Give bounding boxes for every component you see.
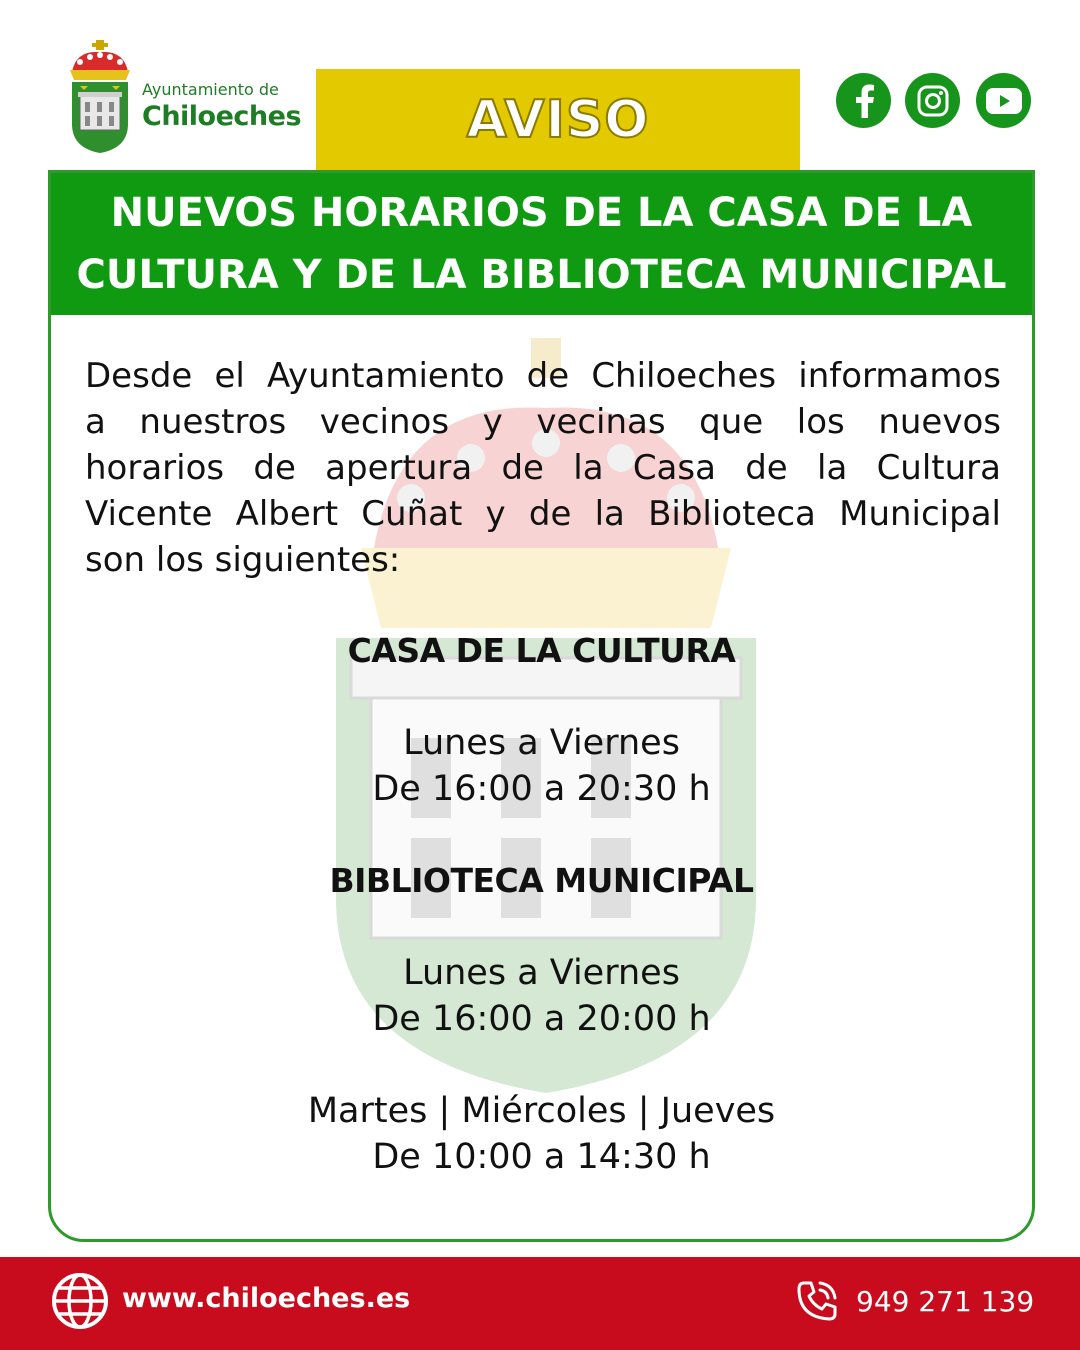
casa-cultura-hours: De 16:00 a 20:30 h [372,769,711,809]
notice-title-line-2: CULTURA Y DE LA BIBLIOTECA MUNICIPAL [76,252,1007,298]
aviso-badge [316,69,800,171]
globe-icon [50,1271,110,1331]
municipal-logo [66,40,306,155]
coat-of-arms-icon [66,40,134,155]
aviso-label: AVISO [466,90,650,150]
org-name-prefix: Ayuntamiento de [142,80,279,99]
footer-bar [0,1257,1080,1350]
youtube-button[interactable] [976,73,1031,128]
intro-line: horarios de apertura de la Casa de la Cultura [85,448,1001,488]
casa-cultura-days: Lunes a Viernes [403,723,680,763]
notice-card [48,170,1035,1242]
instagram-icon [917,85,949,117]
notice-title-bar [51,173,1032,315]
casa-cultura-title: CASA DE LA CULTURA [347,631,736,670]
instagram-button[interactable] [905,73,960,128]
phone-number[interactable]: 949 271 139 [856,1285,1035,1318]
biblioteca-title: BIBLIOTECA MUNICIPAL [329,861,754,900]
facebook-button[interactable] [836,73,891,128]
intro-line: son los siguientes: [85,540,401,580]
biblioteca-days-weekday: Lunes a Viernes [403,953,680,993]
intro-paragraph [85,353,1001,583]
website-link[interactable]: www.chiloeches.es [122,1283,411,1314]
biblioteca-days-morning: Martes | Miércoles | Jueves [307,1091,776,1131]
intro-line: Vicente Albert Cuñat y de la Biblioteca Municipal [85,494,1001,534]
biblioteca-hours-weekday: De 16:00 a 20:00 h [372,999,711,1039]
youtube-icon [986,88,1022,114]
phone-icon [795,1279,839,1323]
notice-title-line-1: NUEVOS HORARIOS DE LA CASA DE LA [110,190,973,236]
facebook-icon [851,84,877,118]
intro-line: a nuestros vecinos y vecinas que los nuevos [85,402,1001,442]
intro-line: Desde el Ayuntamiento de Chiloeches informamos [85,356,1001,396]
biblioteca-hours-morning: De 10:00 a 14:30 h [372,1137,711,1177]
org-name: Chiloeches [142,101,302,132]
